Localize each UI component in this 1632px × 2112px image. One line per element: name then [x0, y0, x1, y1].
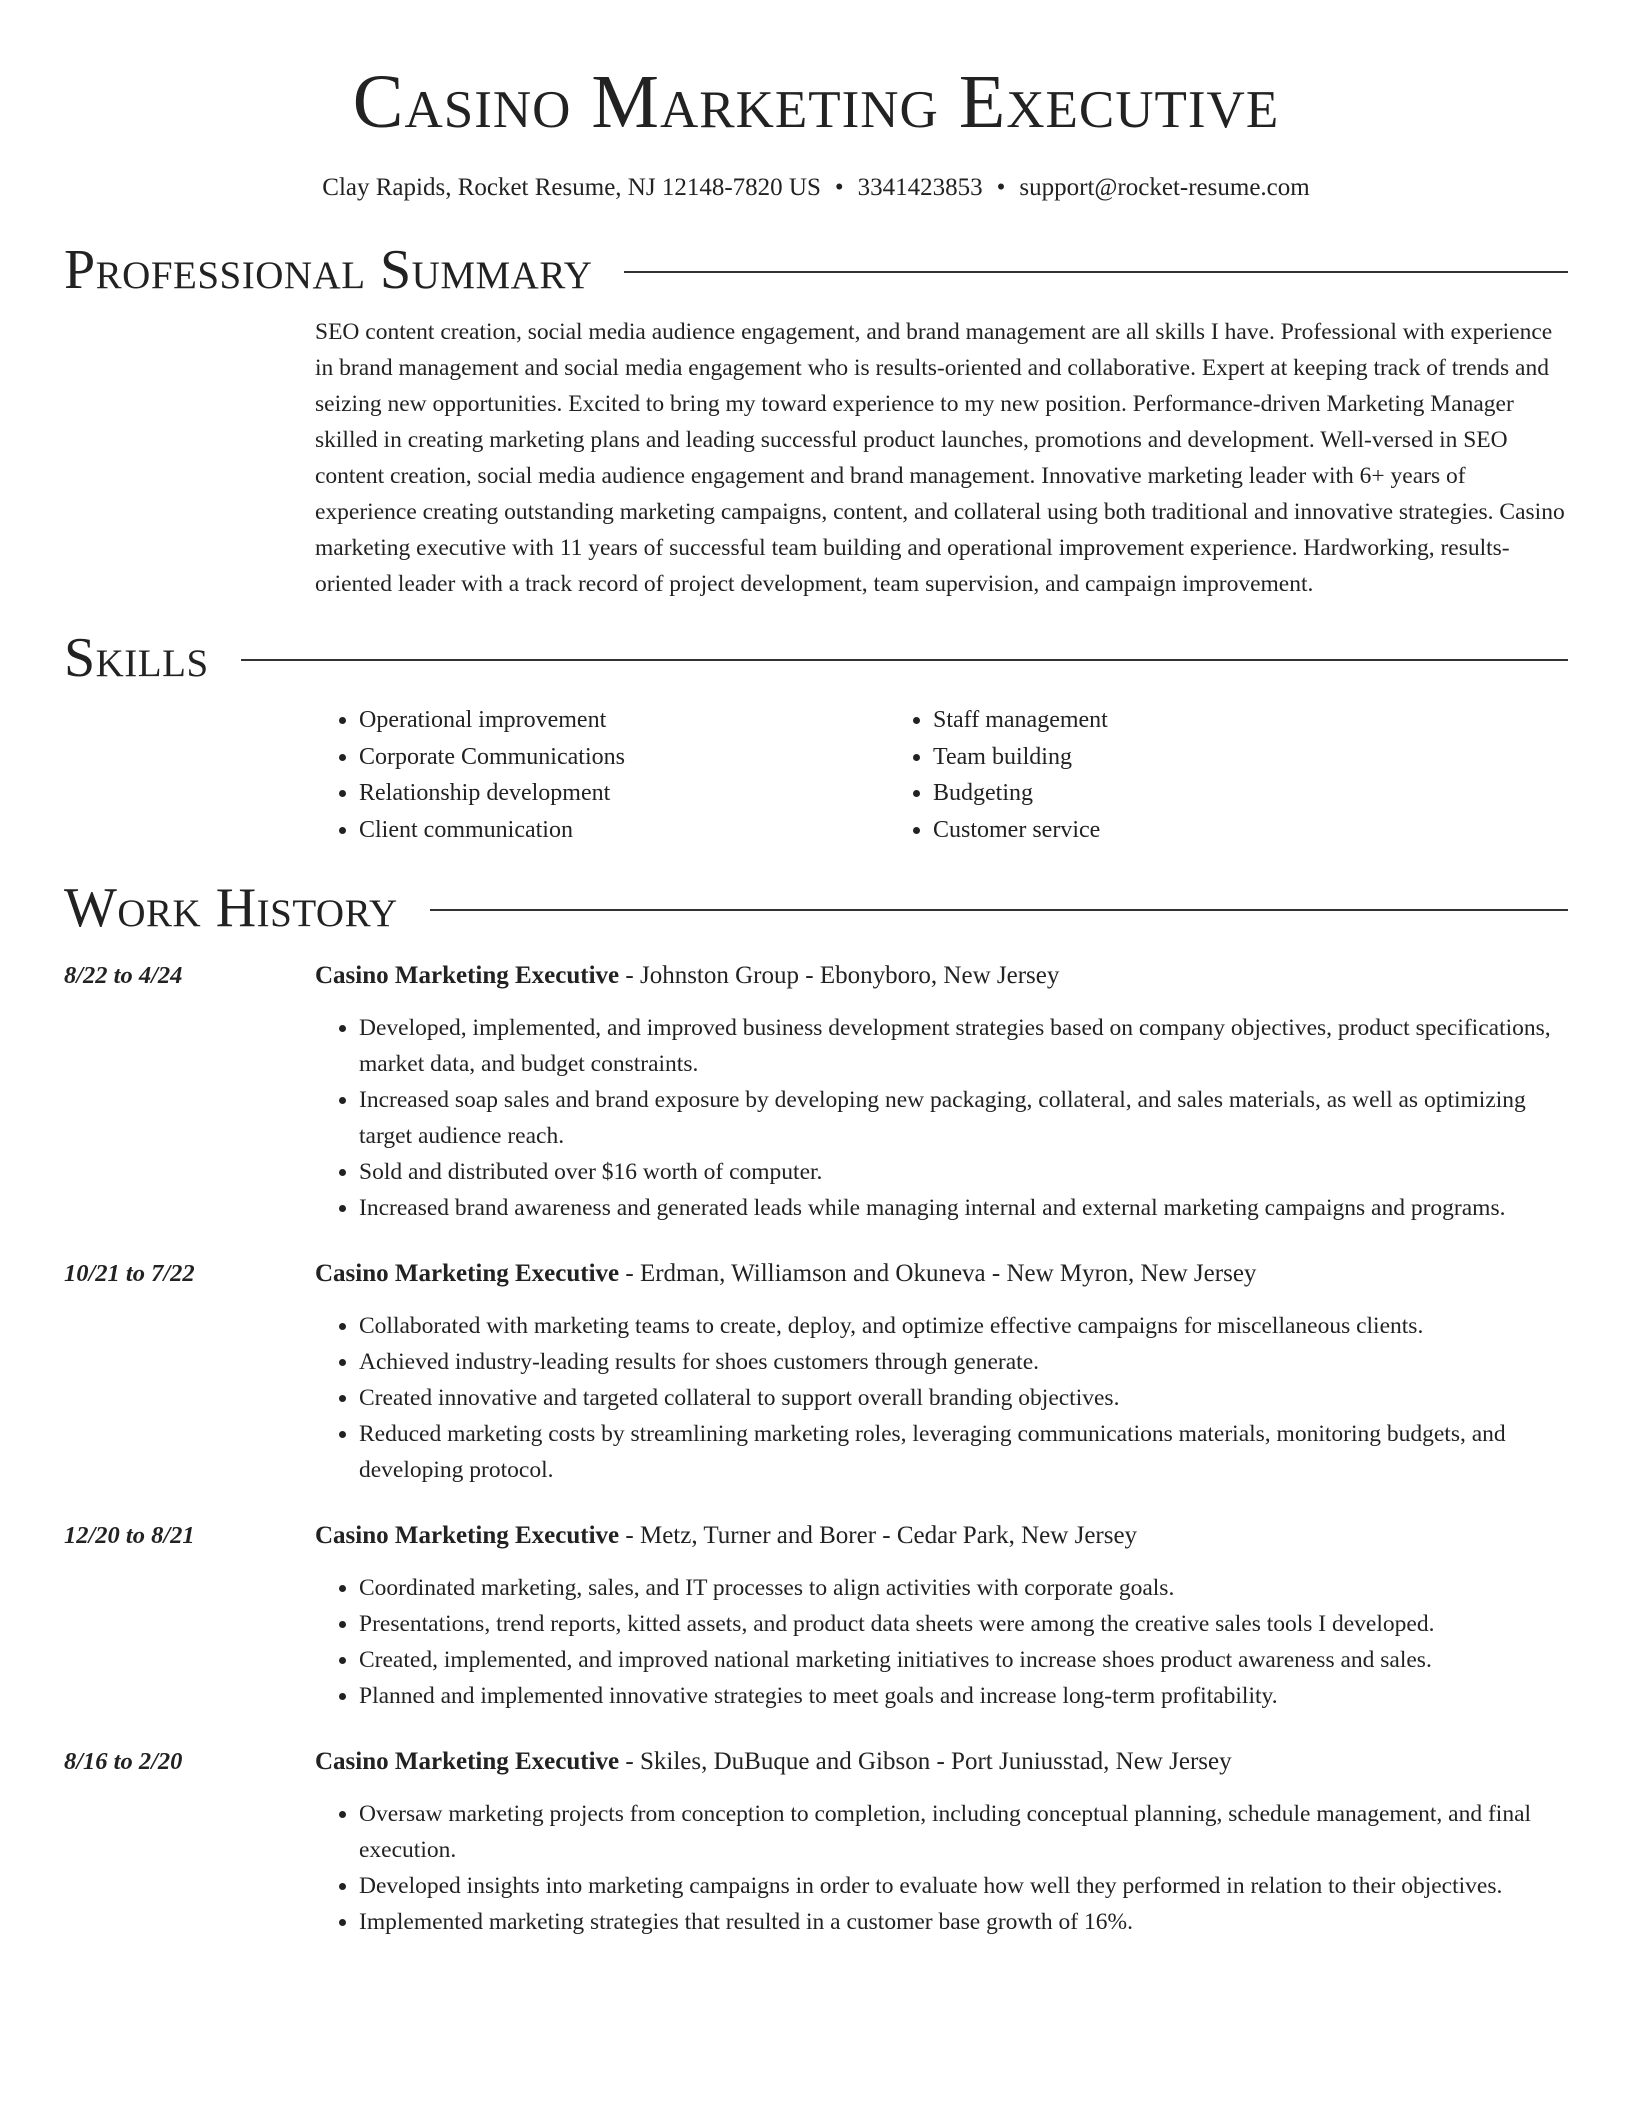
resume-page	[64, 0, 1568, 1940]
job-bullet: • Created innovative and targeted collateral to support overall branding objectives.	[359, 1380, 1568, 1416]
job-bullet: • Implemented marketing strategies that resulted in a customer base growth of 16%.	[359, 1904, 1568, 1940]
skill-item: • Budgeting	[933, 775, 1463, 812]
job-header	[315, 1256, 1568, 1292]
job-bullets	[315, 1308, 1568, 1488]
job-title: Casino Marketing Executive	[315, 962, 620, 989]
job-bullet: • Collaborated with marketing teams to create, deploy, and optimize effective campaigns for miscellaneous clients.	[359, 1308, 1568, 1344]
job-bullet: • Increased soap sales and brand exposure by developing new packaging, collateral, and sales materials, as well as optimizing target audience reach.	[359, 1082, 1568, 1154]
job-title: Casino Marketing Executive	[315, 1522, 620, 1549]
contact-separator: •	[996, 174, 1006, 201]
job-details: - Erdman, Williamson and Okuneva - New Myron, New Jersey	[619, 1260, 1257, 1287]
job-body	[315, 1744, 1568, 1940]
contact-separator: •	[834, 174, 844, 201]
section-divider	[430, 909, 1568, 911]
section-divider	[241, 659, 1568, 661]
job-dates: 8/22 to 4/24	[64, 962, 183, 989]
skill-item: • Operational improvement	[359, 702, 889, 739]
job-details: - Metz, Turner and Borer - Cedar Park, New Jersey	[619, 1522, 1138, 1549]
skills-list-right	[889, 702, 1463, 848]
job-bullet: • Increased brand awareness and generated leads while managing internal and external marketing campaigns and programs.	[359, 1190, 1568, 1226]
job-bullet: • Achieved industry-leading results for shoes customers through generate.	[359, 1344, 1568, 1380]
summary-section-header	[64, 238, 1568, 302]
skills-list-left	[315, 702, 889, 848]
job-bullet: • Created, implemented, and improved national marketing initiatives to increase shoes product awareness and sales.	[359, 1642, 1568, 1678]
job-bullet: • Presentations, trend reports, kitted assets, and product data sheets were among the creative sales tools I developed.	[359, 1606, 1568, 1642]
job-bullet: • Developed, implemented, and improved business development strategies based on company objectives, product specifications, market data, and budget constraints.	[359, 1010, 1568, 1082]
job-header	[315, 958, 1568, 994]
job-bullet: • Planned and implemented innovative strategies to meet goals and increase long-term profitability.	[359, 1678, 1568, 1714]
job-header	[315, 1518, 1568, 1554]
work-heading: Work History	[64, 877, 398, 939]
summary-heading: Professional Summary	[64, 239, 593, 301]
job-bullet: • Oversaw marketing projects from conception to completion, including conceptual planning, schedule management, and final execution.	[359, 1796, 1568, 1868]
job-bullet: • Sold and distributed over $16 worth of computer.	[359, 1154, 1568, 1190]
job-entry	[64, 1744, 1568, 1940]
section-divider	[624, 271, 1568, 273]
job-title: Casino Marketing Executive	[315, 1260, 620, 1287]
job-bullets	[315, 1796, 1568, 1940]
job-bullet: • Developed insights into marketing campaigns in order to evaluate how well they performed in relation to their objectives.	[359, 1868, 1568, 1904]
job-entry	[64, 958, 1568, 1226]
work-section-header	[64, 876, 1568, 940]
contact-email: support@rocket-resume.com	[1019, 174, 1310, 201]
job-details: - Johnston Group - Ebonyboro, New Jersey	[619, 962, 1060, 989]
skill-item: • Client communication	[359, 812, 889, 849]
skill-item: • Team building	[933, 739, 1463, 776]
contact-phone: 3341423853	[857, 174, 983, 201]
skills-section-header	[64, 626, 1568, 690]
skills-heading: Skills	[64, 627, 209, 689]
job-body	[315, 958, 1568, 1226]
job-dates: 8/16 to 2/20	[64, 1748, 183, 1775]
job-bullets	[315, 1570, 1568, 1714]
job-details: - Skiles, DuBuque and Gibson - Port Juniusstad, New Jersey	[619, 1748, 1232, 1775]
skill-item: • Staff management	[933, 702, 1463, 739]
skill-item: • Customer service	[933, 812, 1463, 849]
resume-title: Casino Marketing Executive	[352, 60, 1280, 144]
job-entry	[64, 1256, 1568, 1488]
job-body	[315, 1518, 1568, 1714]
job-header	[315, 1744, 1568, 1780]
job-bullets	[315, 1010, 1568, 1226]
skill-item: • Relationship development	[359, 775, 889, 812]
summary-text: SEO content creation, social media audience engagement, and brand management are all skills I have. Professional with experience in brand management and social media engagement who is results-oriented and collaborative. Expert at keeping track of trends and seizing new opportunities. Excited to bring my toward experience to my new position. Performance-driven Marketing Manager skilled in creating marketing plans and leading successful product launches, promotions and development. Well-versed in SEO content creation, social media audience engagement and brand management. Innovative marketing leader with 6+ years of experience creating outstanding marketing campaigns, content, and collateral using both traditional and innovative strategies. Casino marketing executive with 11 years of successful team building and operational improvement experience. Hardworking, results-oriented leader with a track record of project development, team supervision, and campaign improvement.	[315, 319, 1565, 597]
job-bullet: • Reduced marketing costs by streamlining marketing roles, leveraging communications materials, monitoring budgets, and developing protocol.	[359, 1416, 1568, 1488]
job-title: Casino Marketing Executive	[315, 1748, 620, 1775]
job-bullet: • Coordinated marketing, sales, and IT processes to align activities with corporate goals.	[359, 1570, 1568, 1606]
job-dates: 10/21 to 7/22	[64, 1260, 195, 1287]
job-body	[315, 1256, 1568, 1488]
skills-columns	[315, 702, 1568, 848]
job-entry	[64, 1518, 1568, 1714]
contact-line	[64, 172, 1568, 204]
contact-address: Clay Rapids, Rocket Resume, NJ 12148-7820 US	[322, 174, 821, 201]
job-dates: 12/20 to 8/21	[64, 1522, 195, 1549]
skill-item: • Corporate Communications	[359, 739, 889, 776]
